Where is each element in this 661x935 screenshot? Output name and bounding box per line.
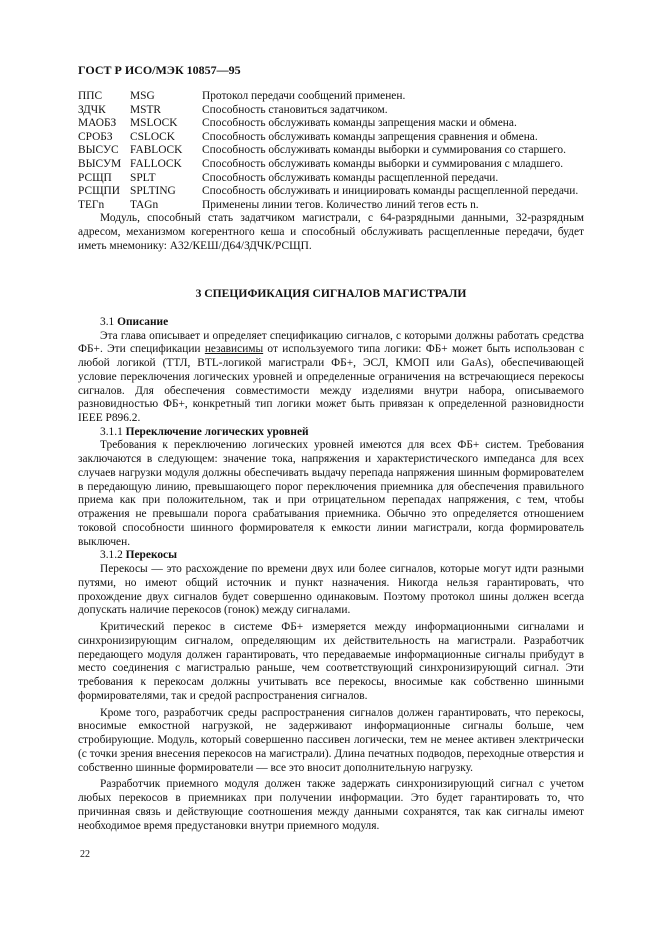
intro-paragraph: Модуль, способный стать задатчиком магистрали, с 64-разрядными данными, 32-разрядным адресом, механизмом когерентного кеша и способный обслуживать расщепленные передачи, будет иметь мнемонику: А32/КЕШ/Д64/ЗДЧК/РСЩП. xyxy=(78,212,584,252)
abbreviation-desc: Способность обслуживать команды запрещения сравнения и обмена. xyxy=(202,130,538,143)
section-title: 3 СПЕЦИФИКАЦИЯ СИГНАЛОВ МАГИСТРАЛИ xyxy=(195,287,467,300)
abbreviation-row xyxy=(78,158,584,172)
paragraph: Требования к переключению логических уровней имеются для всех ФБ+ систем. Требования заключаются в следующем: значение тока, напряжения и характеристического импеданса для всех случаев нагрузки модуля должны обеспечивать выдачу перепада напряжения шинным формирователем в передающую линию, превышающего порог переключения приемника для обеспечения правильного приема как при положительном, так и при отрицательном перепадах напряжения, с тем, чтобы отражения не превышали порога срабатывания приемника. Обычно это определяется отношением токовой способности шинного формирователя к емкости линии магистрали, когда формирователь выключен. xyxy=(78,439,584,548)
paragraph: Разработчик приемного модуля должен также задержать синхронизирующий сигнал с учетом любых перекосов в приемниках при получении информации. Это будет гарантировать то, что причинная связь и действующие соотношения между данными сохранятся, так как сигналы имеют необходимое время предустановки внутри приемного модуля. xyxy=(78,778,584,832)
subsection-heading-3-1: 3.1 Описание xyxy=(100,316,169,328)
abbreviation-en: MSLOCK xyxy=(130,117,178,130)
abbreviation-desc: Протокол передачи сообщений применен. xyxy=(202,90,406,102)
abbreviation-ru: РСЩП xyxy=(78,171,112,184)
paragraph: Кроме того, разработчик среды распространения сигналов должен гарантировать, что перекосы, вносимые емкостной нагрузкой, не задерживают информационные сигналы больше, чем стробирующие. Модуль, который совершенно пассивен логически, тем не менее активен электрически (с точки зрения внесения перекосов на магистрали). Длина печатных подводов, переходные отверстия и собственно шинные формирователи — все это вносит дополнительную нагрузку. xyxy=(78,706,584,774)
paragraph: Критический перекос в системе ФБ+ измеряется между информационными сигналами и синхронизирующим сигналом, определяющим их действительность на магистрали. Разработчик передающего модуля должен гарантировать, что передаваемые информационные сигналы прибудут в место соединения с магистралью раньше, чем соответствующий синхронизирующий сигнал. Эти требования к перекосам должны учитывать все перекосы, вносимые как собственно шинными формирователями, так и средой распространения сигналов. xyxy=(78,621,584,702)
abbreviation-table xyxy=(78,90,584,253)
subsection-heading-3-1-2: 3.1.2 Перекосы xyxy=(100,549,178,562)
abbreviation-en: SPLT xyxy=(130,171,156,184)
abbreviation-desc: Способность обслуживать и инициировать команды расщепленной передачи. xyxy=(202,185,579,198)
abbreviation-en: SPLTING xyxy=(130,185,176,198)
abbreviation-row xyxy=(78,185,584,199)
abbreviation-en: MSG xyxy=(130,90,155,102)
abbreviation-row xyxy=(78,90,584,104)
paragraph: Перекосы — это расхождение по времени двух или более сигналов, которые могут идти разными путями, но имеют общий источник и пункт назначения. Никогда нельзя гарантировать, что прохождение двух сигналов будет совершенно одинаковым. Поэтому протокол шины должен всегда допускать наличие перекосов (гонок) между сигналами. xyxy=(78,563,584,617)
abbreviation-desc: Способность обслуживать команды выборки и суммирования с младшего. xyxy=(202,157,564,170)
page-number: 22 xyxy=(80,849,90,860)
abbreviation-ru: ЗДЧК xyxy=(78,103,106,116)
abbreviation-ru: РСЩПИ xyxy=(78,185,121,198)
subsection-heading-3-1-1: 3.1.1 Переключение логических уровней xyxy=(100,425,309,438)
abbreviation-en: FABLOCK xyxy=(130,144,183,157)
abbreviation-ru: ВЫСУМ xyxy=(78,157,122,170)
abbreviation-row xyxy=(78,199,584,213)
abbreviation-desc: Способность обслуживать команды выборки и суммирования со старшего. xyxy=(202,144,566,157)
abbreviation-en: CSLOCK xyxy=(130,130,175,143)
abbreviation-row xyxy=(78,117,584,131)
abbreviation-row xyxy=(78,131,584,145)
abbreviation-ru: ТЕГn xyxy=(78,198,105,211)
abbreviation-en: MSTR xyxy=(130,103,162,116)
abbreviation-row xyxy=(78,104,584,118)
abbreviation-row xyxy=(78,144,584,158)
abbreviation-ru: СРОБЗ xyxy=(78,130,113,143)
abbreviation-en: FALLOCK xyxy=(130,157,182,170)
abbreviation-ru: ППС xyxy=(78,90,103,102)
abbreviation-desc: Способность обслуживать команды запрещения маски и обмена. xyxy=(202,117,517,130)
abbreviation-ru: ВЫСУС xyxy=(78,144,119,157)
abbreviation-ru: МАОБЗ xyxy=(78,117,117,130)
document-header: ГОСТ Р ИСО/МЭК 10857—95 xyxy=(78,63,241,77)
abbreviation-desc: Применены линии тегов. Количество линий тегов есть n. xyxy=(202,198,479,211)
section-body xyxy=(78,316,584,833)
paragraph: Эта глава описывает и определяет спецификацию сигналов, с которыми должны работать средства ФБ+. Эти спецификации независимы от используемого типа логики: ФБ+ может быть использован с любой логикой (ТТЛ, BTL-логикой магистрали ФБ+, ЭСЛ, КМОП или GaAs), обеспечивающей условие переключения логических уровней и определенные ограничения на встречающиеся перекосы сигналов. Для обеспечения совместимости между изделиями внутри набора, описываемого разновидностью ФБ+, конкретный тип логики может быть привязан к определенной разновидности IEEE P896.2. xyxy=(78,329,585,425)
abbreviation-row xyxy=(78,172,584,186)
abbreviation-desc: Способность становиться задатчиком. xyxy=(202,103,388,116)
abbreviation-en: TAGn xyxy=(130,198,159,211)
abbreviation-desc: Способность обслуживать команды расщепленной передачи. xyxy=(202,171,499,184)
